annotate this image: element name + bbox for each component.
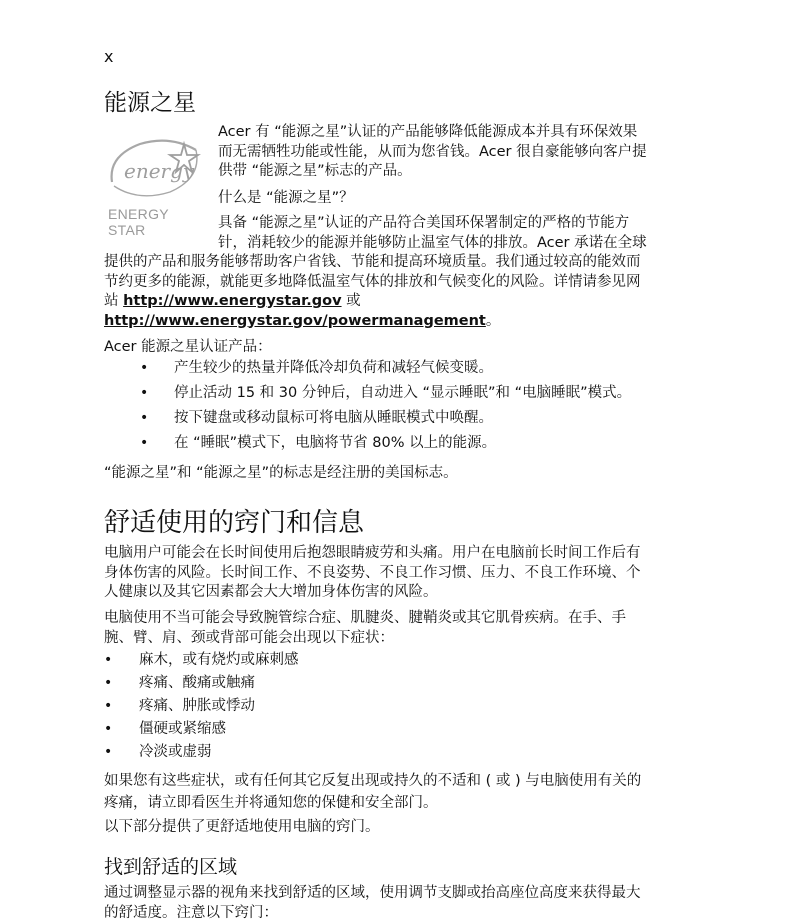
list-item [104, 409, 724, 434]
text-line: 通过调整显示器的视角来找到舒适的区域，使用调节支脚或抬高座位高度来获得最大 [104, 884, 641, 904]
list-item-text: 僵硬或紧缩感 [139, 720, 226, 739]
trademark-note: “能源之星”和 “能源之星”的标志是经注册的美国标志。 [104, 464, 458, 484]
comfort-para3 [104, 770, 641, 814]
text-line [104, 292, 641, 312]
bullet-icon: • [104, 674, 112, 693]
list-item-text: 疼痛、酸痛或触痛 [139, 674, 255, 693]
bullet-icon: • [140, 359, 148, 378]
text-line: 疼痛，请立即看医生并将通知您的保健和安全部门。 [104, 792, 641, 814]
text-line: 的舒适度。注意以下窍门： [104, 904, 641, 923]
text-line: 身体伤害的风险。长时间工作、不良姿势、不良工作习惯、压力、不良工作环境、个 [104, 564, 641, 584]
or-text: 或 [342, 293, 361, 309]
list-item-text: 在 “睡眠”模式下，电脑将节省 80% 以上的能源。 [174, 434, 496, 453]
section-title-energy-star: 能源之星 [104, 84, 196, 117]
list-item-text: 停止活动 15 和 30 分钟后，自动进入 “显示睡眠”和 “电脑睡眠”模式。 [174, 384, 631, 403]
list-item [104, 384, 724, 409]
list-item-text: 疼痛、肿胀或悸动 [139, 697, 255, 716]
text-line: 电脑用户可能会在长时间使用后抱怨眼睛疲劳和头痛。用户在电脑前长时间工作后有 [104, 544, 641, 564]
list-item [104, 359, 724, 384]
bullet-icon: • [140, 409, 148, 428]
section-title-comfort: 舒适使用的窍门和信息 [104, 502, 364, 539]
list-item-text: 麻木，或有烧灼或麻刺感 [139, 651, 299, 670]
site-prefix: 站 [104, 293, 123, 309]
energystar-link[interactable]: http://www.energystar.gov [123, 293, 341, 309]
powermanagement-link[interactable]: http://www.energystar.gov/powermanagement [104, 313, 486, 329]
comfort-para1 [104, 544, 641, 603]
list-item [104, 674, 504, 697]
list-item [104, 697, 504, 720]
text-line: 提供的产品和服务能够帮助客户省钱、节能和提高环境质量。我们通过较高的能效而 [104, 253, 641, 273]
list-item [104, 434, 724, 459]
bullet-icon: • [104, 651, 112, 670]
list-item [104, 720, 504, 743]
text-line: 节约更多的能源，就能更多地降低温室气体的排放和气候变化的风险。详情请参见网 [104, 273, 641, 293]
energy-star-icon [104, 130, 204, 208]
list-item-text: 产生较少的热量并降低冷却负荷和减轻气候变暖。 [174, 359, 493, 378]
text-line: 如果您有这些症状，或有任何其它反复出现或持久的不适和 ( 或 ) 与电脑使用有关的 [104, 770, 641, 792]
energy-star-logo-text: ENERGY STAR [108, 206, 204, 238]
list-item [104, 743, 504, 766]
text-line: 针，消耗较少的能源并能够防止温室气体的排放。Acer 承诺在全球 [218, 234, 647, 254]
products-intro: Acer 能源之星认证产品： [104, 338, 272, 358]
bullet-icon: • [104, 697, 112, 716]
energy-script-text: energy [124, 159, 195, 183]
text-line: 供带 “能源之星”标志的产品。 [218, 162, 647, 182]
link-suffix: 。 [486, 313, 501, 329]
symptoms-list [104, 651, 504, 766]
bullet-icon: • [104, 743, 112, 762]
text-line: Acer 有 “能源之星”认证的产品能够降低能源成本并具有环保效果 [218, 123, 647, 143]
energy-answer-top [218, 214, 647, 253]
products-list [104, 359, 724, 459]
bullet-icon: • [140, 384, 148, 403]
text-line [104, 312, 641, 332]
text-line: 而无需牺牲功能或性能，从而为您省钱。Acer 很自豪能够向客户提 [218, 143, 647, 163]
list-item-text: 冷淡或虚弱 [139, 743, 212, 762]
bullet-icon: • [104, 720, 112, 739]
text-line: 具备 “能源之星”认证的产品符合美国环保署制定的严格的节能方 [218, 214, 647, 234]
bullet-icon: • [140, 434, 148, 453]
section-title-comfort-area: 找到舒适的区域 [104, 852, 237, 879]
text-line: 腕、臂、肩、颈或背部可能会出现以下症状： [104, 629, 626, 649]
text-line: 人健康以及其它因素都会大大增加身体伤害的风险。 [104, 583, 641, 603]
comfort-para2 [104, 609, 626, 648]
energy-intro [218, 123, 647, 182]
list-item [104, 651, 504, 674]
energy-star-logo [104, 130, 204, 230]
text-line: 电脑使用不当可能会导致腕管综合症、肌腱炎、腱鞘炎或其它肌骨疾病。在手、手 [104, 609, 626, 629]
list-item-text: 按下键盘或移动鼠标可将电脑从睡眠模式中唤醒。 [174, 409, 493, 428]
page-number: x [104, 47, 113, 66]
energy-question: 什么是 “能源之星”？ [218, 189, 354, 209]
energy-answer-bottom [104, 253, 641, 331]
comfort-para4: 以下部分提供了更舒适地使用电脑的窍门。 [104, 818, 380, 838]
area-para [104, 884, 641, 923]
